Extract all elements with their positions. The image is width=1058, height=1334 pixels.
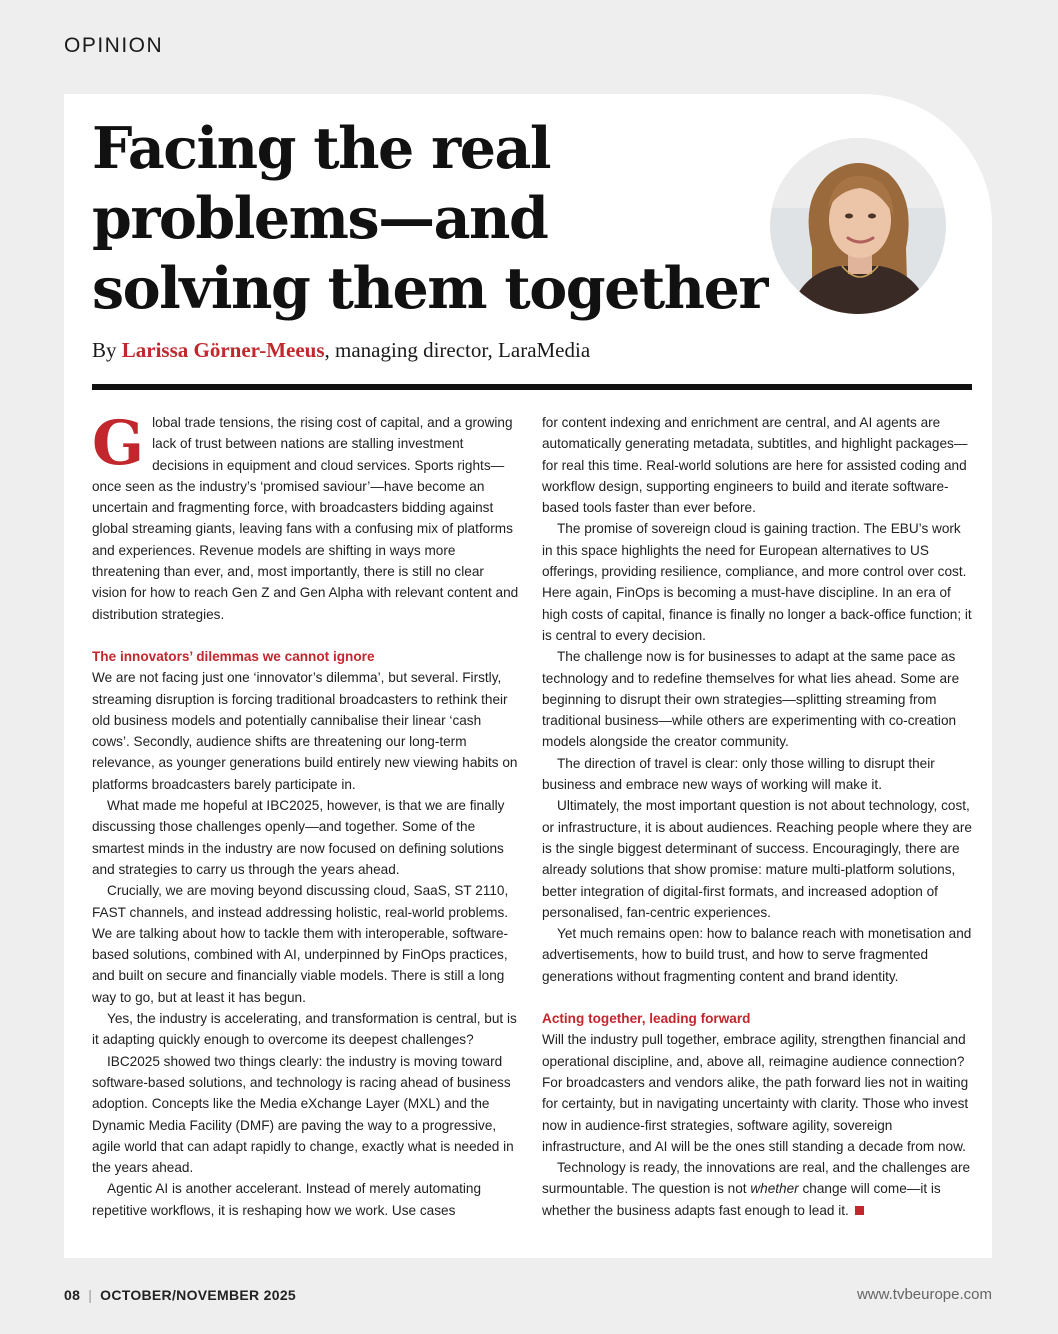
footer-website[interactable]: www.tvbeurope.com [856,1286,992,1303]
drop-cap: G [92,408,145,479]
paragraph: Crucially, we are moving beyond discussing cloud, SaaS, ST 2110, FAST channels, and instead addressing holistic, real-world problems. We are talking about how to tackle them with interoperable, software-based solutions, combined with AI, underpinned by FinOps practices, and built on secure and financially viable models. There is still a long way to go, but at least it has begun. [92,883,509,1005]
paragraph-intro [92,408,522,625]
subheading-acting-together: Acting together, leading forward [542,1011,751,1027]
headline-line-3: solving them together [92,255,767,322]
paragraph: What made me hopeful at IBC2025, however, is that we are finally discussing those challenges openly—and together. Some of the smartest minds in the industry are now focused on defining solutions and strategies to carry us through the years ahead. [92,798,505,877]
subheading-innovators: The innovators’ dilemmas we cannot ignore [92,648,375,664]
page-number: 08 [64,1287,81,1303]
byline-role: , managing director, LaraMedia [324,338,591,362]
headline-divider [92,384,972,390]
paragraph: We are not facing just one ‘innovator’s dilemma’, but several. Firstly, streaming disruption is forcing traditional broadcasters to rethink their old business models and potentially cannibalise their linear ‘cash cows’. Secondly, audience shifts are threatening our long-term relevance, as younger generations build entirely new viewing habits on platforms broadcasters barely participate in. [92,670,518,792]
paragraph-closing [542,1157,972,1221]
author-portrait [770,138,946,314]
paragraph: Agentic AI is another accelerant. Instead of merely automating repetitive workflows, it is reshaping how we work. Use cases [92,1181,482,1218]
closing-text-b: change will come—it is whether the business adapts fast enough to lead it. [542,1181,941,1218]
issue-date: OCTOBER/NOVEMBER 2025 [100,1287,296,1303]
article-column-right [542,412,972,1221]
paragraph: Ultimately, the most important question is not about technology, cost, or infrastructure, it is about audiences. Reaching people where they are is the single biggest determinant of success. Encouragingly, there are already solutions that show promise: mature multi-platform solutions, better integration of digital-first formats, and increased adoption of personalised, fan-centric experiences. [542,798,972,920]
author-portrait-image [770,138,946,314]
paragraph: The direction of travel is clear: only those willing to disrupt their business and embrace new ways of working will make it. [542,755,935,793]
byline-author: Larissa Görner-Meeus [121,338,325,362]
section-label: OPINION [64,34,164,57]
paragraph: Yes, the industry is accelerating, and transformation is central, but is it adapting quickly enough to overcome its deepest challenges? [92,1011,517,1048]
footer-issue [64,1287,296,1303]
closing-text-a: Technology is ready, the innovations are real, and the challenges are surmountable. The question is not [542,1160,971,1197]
headline [92,114,767,324]
paragraph-continued: for content indexing and enrichment are central, and AI agents are automatically generating metadata, subtitles, and highlight packages—for real this time. Real-world solutions are here for assisted coding and workflow design, supporting engineers to build and iterate software-based tools faster than ever before. [542,415,968,516]
paragraph: The challenge now is for businesses to adapt at the same pace as technology and to redefine themselves for what lies ahead. Some are beginning to disrupt their own strategies—splitting streaming from traditional business—while others are experimenting with co-creation models alongside the creator community. [542,649,960,750]
paragraph: The promise of sovereign cloud is gaining traction. The EBU’s work in this space highlights the need for European alternatives to US offerings, providing resilience, compliance, and more control over cost. Here again, FinOps is becoming a must-have discipline. In an era of high costs of capital, finance is finally no longer a back-office function; it is central to every decision. [542,521,972,643]
headline-line-1: Facing the real [92,115,551,182]
paragraph: Yet much remains open: how to balance reach with monetisation and advertisements, how to build trust, and how to serve fragmented generations without fragmenting content and brand identity. [542,926,972,984]
paragraph: Will the industry pull together, embrace agility, strengthen financial and operational discipline, and, above all, reimagine audience connection? For broadcasters and vendors alike, the path forward lies not in waiting for certainty, but in navigating uncertainty with clarity. Those who invest now in audience-first strategies, software agility, sovereign infrastructure, and AI will be the ones still standing a decade from now. [542,1032,969,1154]
headline-line-2: problems—and [92,185,548,252]
byline [92,338,590,363]
closing-emphasis: whether [750,1181,799,1197]
article-card [64,94,992,1258]
paragraph: IBC2025 showed two things clearly: the industry is moving toward software-based solutions, and technology is racing ahead of business adoption. Concepts like the Media eXchange Layer (MXL) and the Dynamic Media Facility (DMF) are paving the way to a progressive, agile world that can adapt rapidly to change, exactly what is needed in the years ahead. [92,1053,514,1176]
paragraph-intro-text: lobal trade tensions, the rising cost of capital, and a growing lack of trust between nations are stalling investment decisions in equipment and cloud services. Sports rights—once seen as the industry’s ‘promised saviour’—have become an uncertain and fragmenting force, with broadcasters bidding against global streaming giants, leaving fans with a confusing mix of platforms and experiences. Revenue models are shifting in ways more threatening than ever, and, most importantly, there is still no clear vision for how to reach Gen Z and Gen Alpha with relevant content and distribution strategies. [92,415,519,622]
footer-separator: | [88,1287,93,1303]
end-mark-icon [855,1206,864,1215]
article-column-left [92,408,522,1221]
byline-prefix: By [92,338,122,362]
